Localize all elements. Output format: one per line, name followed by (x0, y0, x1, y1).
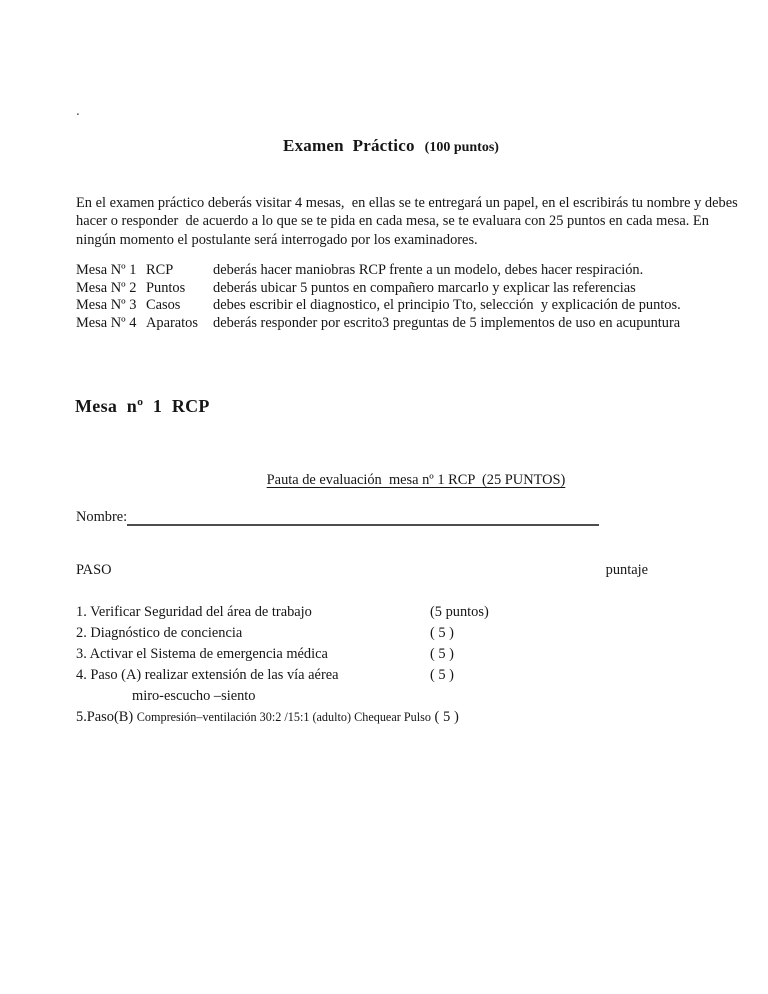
puntaje-label: puntaje (605, 562, 648, 578)
step5-item (76, 709, 716, 730)
intro-paragraph: En el examen práctico deberás visitar 4 mesas, en ellas se te entregará un papel, en el escribirás tu nombre y debes hacer o responder de acuerdo a lo que se te pida en cada mesa, se te evaluara con 25 puntos en cada mesa. En ningún momento el postulante será interrogado por los examinadores. (76, 195, 742, 248)
steps-list (76, 604, 716, 730)
pauta-heading-row (0, 472, 768, 489)
mesa-name: RCP (146, 262, 174, 278)
mesa-number: Mesa Nº 3 (76, 297, 137, 314)
step-points: ( 5 ) (430, 667, 454, 683)
section-heading: Mesa nº 1 RCP (75, 396, 210, 416)
step4-subline: miro-escucho –siento (132, 688, 256, 704)
mesa-description: deberás hacer maniobras RCP frente a un modelo, debes hacer respiración. (213, 262, 644, 278)
step-text: 3. Activar el Sistema de emergencia médica (76, 646, 328, 662)
paso-header-row (76, 562, 648, 579)
mesa-description: debes escribir el diagnostico, el principio Tto, selección y explicación de puntos. (213, 297, 681, 314)
step-item (76, 646, 716, 667)
nombre-label: Nombre: (76, 509, 128, 525)
mesa-list-item (76, 262, 744, 280)
step-item (76, 625, 716, 646)
step-points: ( 5 ) (430, 625, 454, 641)
mesa-number: Mesa Nº 4 (76, 315, 137, 332)
mesa-list-item (76, 297, 744, 315)
mesa-list-item (76, 315, 744, 333)
paso-label: PASO (76, 562, 112, 578)
step-item (76, 667, 716, 688)
document-title (0, 136, 768, 156)
mesa-list (76, 262, 744, 333)
step5-detail: Compresión–ventilación 30:2 /15:1 (adulto) Chequear Pulso (136, 710, 431, 724)
step-points: (5 puntos) (430, 604, 489, 620)
mesa-number: Mesa Nº 1 (76, 262, 137, 278)
step-text: 4. Paso (A) realizar extensión de las vía aérea (76, 667, 339, 683)
mesa-name: Puntos (146, 279, 186, 296)
title-text: Examen Práctico (283, 136, 415, 155)
step5-prefix: 5.Paso(B) (76, 709, 134, 725)
pauta-heading: Pauta de evaluación mesa nº 1 RCP (25 PUNTOS) (266, 472, 566, 488)
nombre-row (76, 509, 599, 526)
mesa-name: Casos (146, 297, 181, 314)
step-item (76, 604, 716, 625)
mesa-name: Aparatos (146, 315, 198, 332)
step5-points: ( 5 ) (434, 709, 459, 725)
nombre-fill-line (127, 509, 599, 526)
step-text: 2. Diagnóstico de conciencia (76, 625, 243, 641)
mesa-description: deberás ubicar 5 puntos en compañero marcarlo y explicar las referencias (213, 279, 636, 296)
title-points-text: (100 puntos) (424, 140, 499, 155)
mesa-description: deberás responder por escrito3 preguntas de 5 implementos de uso en acupuntura (213, 315, 681, 332)
stray-period: . (76, 103, 80, 119)
mesa-number: Mesa Nº 2 (76, 279, 137, 296)
step-text: 1. Verificar Seguridad del área de trabajo (76, 604, 312, 620)
mesa-list-item (76, 280, 744, 298)
step-points: ( 5 ) (430, 646, 454, 662)
